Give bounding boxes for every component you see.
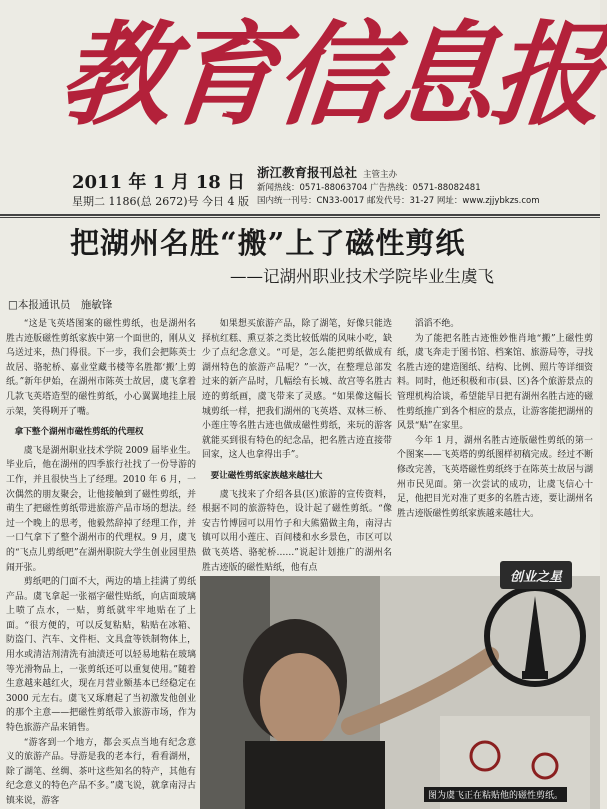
section-subtitle: 要让磁性剪纸家族越来越壮大 — [210, 470, 323, 481]
masthead-char: 息 — [377, 9, 499, 141]
photo-caption: 图为虞飞正在粘贴他的磁性剪纸。 — [424, 787, 567, 802]
contact-line: 新闻热线：0571-88063704 广告热线：0571-88082481 — [257, 183, 481, 193]
paragraph: 今年 1 月，湖州名胜古迹版磁性剪纸的第一个图案——飞英塔的剪纸图样初稿完成。经过不断修改完善，飞英塔磁性剪纸终于在陈英士故居与湖州市民见面。第一次尝试的成功，让虞飞信心十足，他把目光对准了更多的名胜古迹，要让湖州名胜古迹版磁性剪纸家族越来越壮大。 — [397, 435, 593, 519]
paragraph: 虞飞找来了介绍各县(区)旅游的宣传资料，根据不同的旅游特色，设计起了磁性剪纸。“像安吉竹博园可以用竹子和大熊猫做主角，南浔古镇可以用小莲庄、百间楼和水乡景色，市区可以做飞英塔、骆驼桥……”说起计划推广的湖州名胜古迹版的磁性贴纸，他有点 — [202, 489, 392, 573]
paragraph: 虞飞是湖州职业技术学院 2009 届毕业生。毕业后，他在湖州的四季旅行社找了一份导游的工作，并且很快当上了经理。2010 年 6 月，一次偶然的朋友聚会，让他接触到了磁性剪纸，并萌生了把磁性剪纸带进旅游产品市场的想法。经过一个晚上的思考，他毅然辞掉了经理工作，并一口气拿下了整个湖州市的代理权。9 月，虞飞的“飞点儿剪纸吧”在湖州职院大学生创业园里热闹开张。 — [6, 445, 196, 573]
divider — [0, 214, 600, 216]
paragraph: 如果想买旅游产品，除了湖笔，好像只能选择杭红糕、熏豆茶之类比较低端的风味小吃，缺少了点纪念意义。“可是，怎么能把剪纸做成有湖州特色的旅游产品呢？”一次，在整理总部发过来的新产品时，几幅绘有长城、故宫等名胜古迹的剪纸画，虞飞带来了灵感。“如果像这幅长城剪纸一样，把我们湖州的飞英塔、双林三桥、小莲庄等名胜古迹也做成磁性剪纸，来玩的游客就能买到很有特色的纪念品，把名胜古迹直接带回家，这人也拿得出手”。 — [202, 319, 392, 461]
paragraph: 滔滔不绝。 — [414, 319, 460, 329]
divider — [0, 217, 600, 218]
issue-number: 星期二 1186(总 2672)号 今日 4 版 — [72, 195, 250, 208]
masthead-title — [53, 8, 607, 143]
masthead-char: 报 — [485, 9, 607, 141]
headline: 把湖州名胜“搬”上了磁性剪纸 — [70, 226, 466, 260]
byline: □本报通讯员 施敏锋 — [8, 299, 113, 311]
section-subtitle: 拿下整个湖州市磁性剪纸的代理权 — [14, 427, 144, 438]
article-photo — [200, 576, 600, 809]
paragraph: “这是飞英塔图案的磁性剪纸，也是湖州名胜古迹版磁性剪纸家族中第一个面世的，刚从义乌送过来，热门得很。下一步，我们会把陈英士故居、骆驼桥、嘉业堂藏书楼等名胜都‘搬’上剪纸。”新年伊始，在湖州市陈英士故居，虞飞拿着几款飞英塔造型的磁性剪纸，小心翼翼地挂上展示架，笑得咧开了嘴。 — [6, 319, 196, 417]
masthead-char: 育 — [161, 9, 283, 141]
photo-tag: 创业之星 — [500, 561, 572, 589]
masthead — [0, 0, 607, 150]
paragraph: 为了能把名胜古迹惟妙惟肖地“搬”上磁性剪纸，虞飞奔走于图书馆、档案馆、旅游局等，寻找名胜古迹的建造图纸、结构、比例、照片等详细资料。同时，他还积极和市(县、区)各个旅游景点的管理机构洽谈，希望能早日把有湖州名胜古迹的磁性剪纸推广到各个相应的景点，让游客能把湖州的风景“贴”在家里。 — [397, 333, 593, 432]
publisher-role: 主管主办 — [363, 170, 398, 180]
article-column-1 — [6, 317, 196, 809]
masthead-char: 教 — [53, 9, 175, 141]
paragraph: “游客到一个地方，都会买点当地有纪念意义的旅游产品。导游是我的老本行，看看湖州，除了湖笔、丝绸、茶叶这些知名的特产，其他有纪念意义的特色产品不多。”虞飞说，就拿南浔古镇来说，游客 — [6, 737, 196, 806]
publisher-info — [257, 166, 593, 208]
issue-date: 2011 年 1 月 18 日 — [72, 172, 246, 193]
masthead-char: 信 — [269, 9, 391, 141]
subheadline: ——记湖州职业技术学院毕业生虞飞 — [230, 267, 494, 286]
article-column-2 — [202, 317, 392, 573]
paragraph: 剪纸吧的门面不大，两边的墙上挂满了剪纸产品。虞飞拿起一张福字磁性贴纸，向店面玻璃上喷了点水，一贴，剪纸就牢牢地贴在了上面。“很方便的，可以反复粘贴，粘贴在冰箱、防盗门、汽车、文件柜、文具盒等铁制物体上，用水或清洁剂清洗有油渍还可以轻易地粘在玻璃等光滑物品上，一张剪纸还可以重复使用。”随着生意越来越红火，现在月营业额基本已经稳定在 3000 元左右。虞飞又琢磨起了当初激发他创业的那个主意——把磁性剪纸带入旅游市场，作为特色旅游产品来销售。 — [6, 577, 196, 734]
photo-illustration — [200, 576, 600, 809]
publisher-name: 浙江教育报刊总社 主管主办 — [257, 165, 398, 180]
article-column-3 — [397, 317, 593, 562]
contact-line: 国内统一刊号：CN33-0017 邮发代号：31-27 网址：www.zjjybkzs.com — [257, 196, 540, 206]
